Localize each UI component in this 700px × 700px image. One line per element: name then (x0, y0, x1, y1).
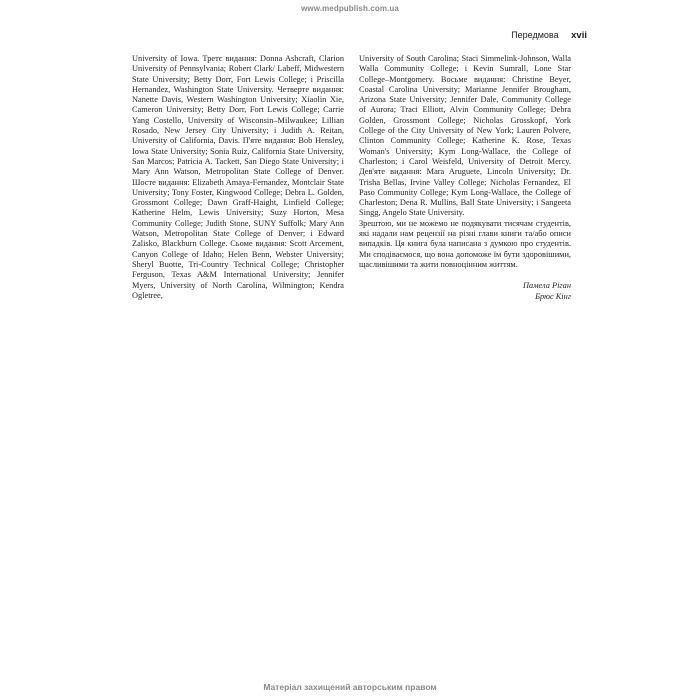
author-signatures (359, 280, 571, 302)
right-text-column (359, 54, 571, 302)
closing-paragraph: Зрештою, ми не можемо не подякувати тисячам студентів, які надали нам рецензії на різні глави книги та/або описи випадків. Ця книга була написана з думкою про студентів. Ми сподіваємося, що вона допоможе їм бути здоровішими, щасливішими та жити повноцінним життям. (359, 218, 571, 269)
running-head (511, 30, 587, 41)
left-column-paragraph: University of Iowa. Третє видання: Donna Ashcraft, Clarion University of Pennsylvania; Robert Clark/ Labeff, Midwestern State University; Betty Dorr, Fort Lewis College; і Priscilla Hernandez, Washington State University. Четверте видання: Nanette Davis, Western Washington University; Xiaolin Xie, Cameron University; Betty Dorr, Fort Lewis College; Carrie Yang Costello, University of Wisconsin–Milwaukee; Lillian Rosado, New Jersey City University; і Judith A. Reitan, University of California, Davis. П'яте видання: Bob Hensley, Iowa State University; Sonia Ruiz, California State University, San Marcos; Patricia A. Tackett, San Diego State University; і Mary Ann Watson, Metropolitan State College of Denver. Шосте видання: Elizabeth Amaya-Fernandez, Montclair State University; Tony Foster, Kingwood College; Debra L. Golden, Grossmont College; Dawn Graff-Haight, Linfield College; Katherine Helm, Lewis University; Suzy Horton, Mesa Community College; Judith Stone, SUNY Suffolk; Mary Ann Watson, Metropolitan State College of Denver; і Edward Zalisko, Blackburn College. Сьоме видання: Scott Arcement, Canyon College of Idaho; Helen Benn, Webster University; Sheryl Buotte, Tri-Country Technical College; Christopher Ferguson, Texas A&M International University; Jennifer Myers, University of North Carolina, Wilmington; Kendra Ogletree, (132, 54, 344, 300)
author-signature-2: Брюс Кінг (535, 292, 571, 302)
author-signature-1: Памела Ріган (523, 281, 571, 291)
site-url: www.medpublish.com.ua (301, 4, 399, 13)
left-text-column (132, 54, 344, 301)
right-column-paragraph: University of South Carolina; Staci Simmelink-Johnson, Walla Walla Community College; і Kevin Sumrall, Lone Star College–Montgomery. Восьме видання: Christine Beyer, Coastal Carolina University; Marianne Jennifer Brougham, Arizona State University; Jennifer Dale, Community College of Aurora; Traci Elliott, Alvin Community College; Debra Golden, Grossmont College; Nicholas Grosskopf, York College of the City University of New York; Lauren Polvere, Clinton Community College; Katherine K. Rose, Texas Woman's University; Kym Long-Wallace, the College of Charleston; і Carol Weisfeld, University of Detroit Mercy. Дев'яте видання: Mara Aruguete, Lincoln University; Dr. Trisha Bellas, Irvine Valley College; Nicholas Fernandez, El Paso Community College; Kym Long-Wallace, the College of Charleston; Dena R. Mullins, Ball State University; і Sangeeta Singg, Angelo State University. (359, 54, 571, 218)
section-title: Передмова (511, 30, 559, 40)
copyright-footer: Матеріал захищений авторським правом (263, 682, 437, 692)
page-number: xvii (571, 30, 587, 41)
